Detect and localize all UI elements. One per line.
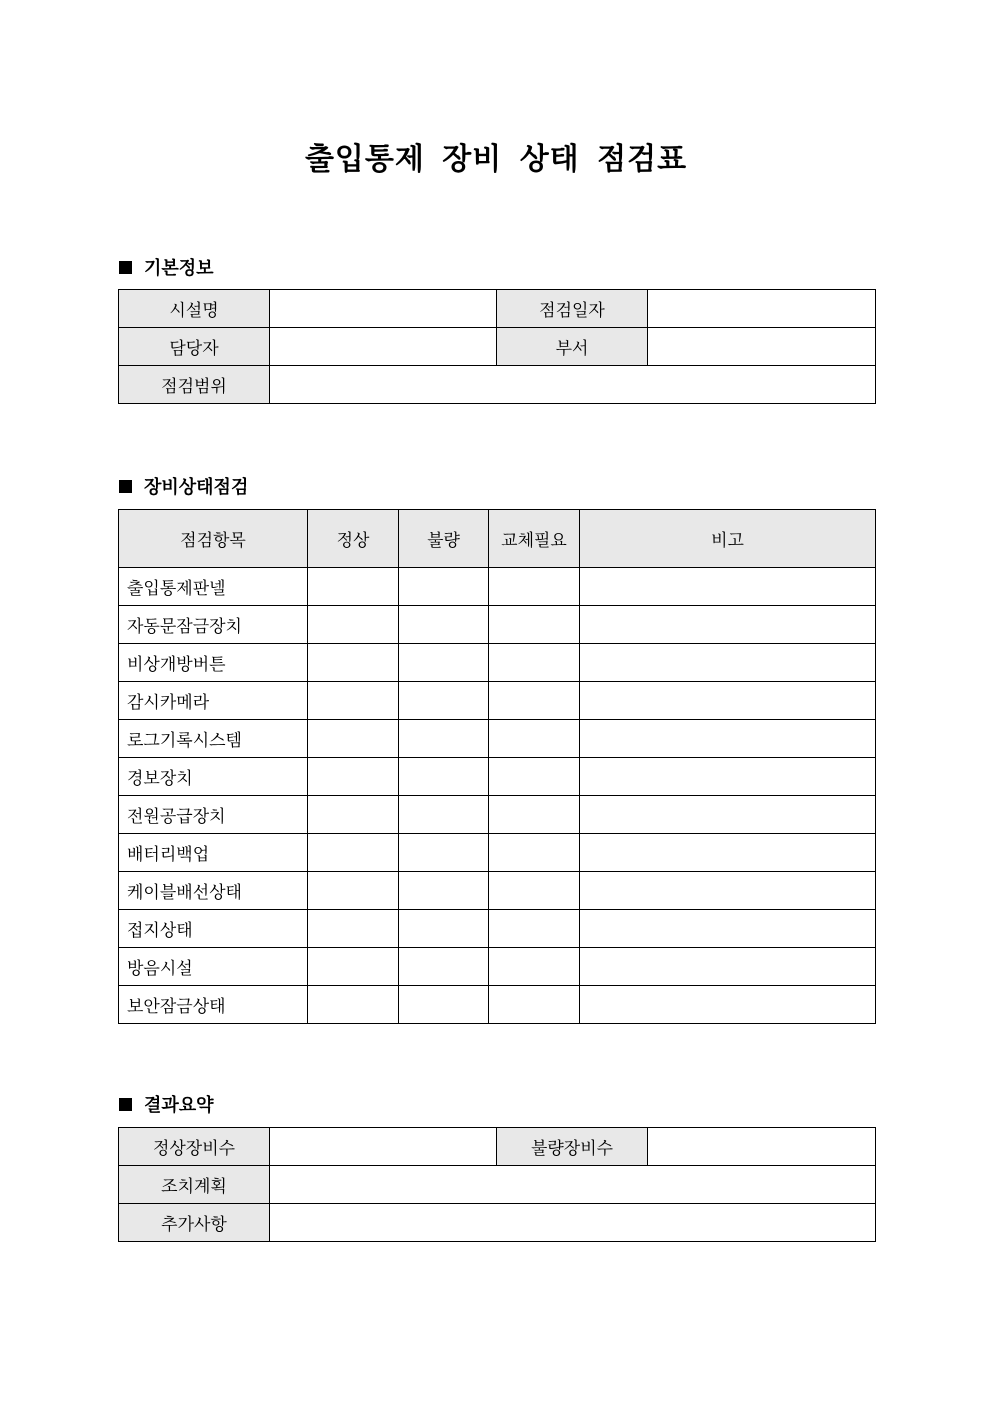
equipment-item-label: 비상개방버튼 <box>119 644 308 682</box>
remarks-cell[interactable] <box>580 606 876 644</box>
column-header-replace: 교체필요 <box>489 510 580 568</box>
faulty-count-field[interactable] <box>648 1128 876 1166</box>
table-row <box>119 290 876 328</box>
action-plan-label: 조치계획 <box>119 1166 270 1204</box>
equipment-item-label: 보안잠금상태 <box>119 986 308 1024</box>
table-header-row <box>119 510 876 568</box>
inspection-date-field[interactable] <box>648 290 876 328</box>
table-row <box>119 758 876 796</box>
remarks-cell[interactable] <box>580 796 876 834</box>
faulty-check-cell[interactable] <box>399 682 489 720</box>
table-row <box>119 568 876 606</box>
faulty-check-cell[interactable] <box>399 606 489 644</box>
square-bullet-icon <box>119 1098 132 1111</box>
manager-field[interactable] <box>270 328 497 366</box>
normal-check-cell[interactable] <box>308 568 399 606</box>
table-row <box>119 948 876 986</box>
replace-check-cell[interactable] <box>489 872 580 910</box>
faulty-check-cell[interactable] <box>399 872 489 910</box>
faulty-check-cell[interactable] <box>399 568 489 606</box>
remarks-cell[interactable] <box>580 720 876 758</box>
equipment-item-label: 경보장치 <box>119 758 308 796</box>
remarks-cell[interactable] <box>580 986 876 1024</box>
remarks-cell[interactable] <box>580 910 876 948</box>
table-row <box>119 644 876 682</box>
normal-count-label: 정상장비수 <box>119 1128 270 1166</box>
remarks-cell[interactable] <box>580 758 876 796</box>
square-bullet-icon <box>119 480 132 493</box>
table-row <box>119 796 876 834</box>
square-bullet-icon <box>119 261 132 274</box>
normal-check-cell[interactable] <box>308 872 399 910</box>
summary-table <box>118 1127 876 1242</box>
scope-field[interactable] <box>270 366 876 404</box>
equipment-item-label: 방음시설 <box>119 948 308 986</box>
faulty-check-cell[interactable] <box>399 986 489 1024</box>
remarks-cell[interactable] <box>580 948 876 986</box>
replace-check-cell[interactable] <box>489 834 580 872</box>
table-row <box>119 1204 876 1242</box>
normal-check-cell[interactable] <box>308 948 399 986</box>
page-title: 출입통제 장비 상태 점검표 <box>304 142 688 177</box>
replace-check-cell[interactable] <box>489 568 580 606</box>
faulty-check-cell[interactable] <box>399 948 489 986</box>
table-row <box>119 328 876 366</box>
equipment-item-label: 배터리백업 <box>119 834 308 872</box>
section-title: 장비상태점검 <box>144 477 249 498</box>
faulty-check-cell[interactable] <box>399 720 489 758</box>
table-row <box>119 682 876 720</box>
faulty-count-label: 불량장비수 <box>497 1128 648 1166</box>
normal-count-field[interactable] <box>270 1128 497 1166</box>
department-field[interactable] <box>648 328 876 366</box>
section-heading-basic-info <box>119 254 214 280</box>
replace-check-cell[interactable] <box>489 796 580 834</box>
table-row <box>119 1166 876 1204</box>
table-row <box>119 910 876 948</box>
faulty-check-cell[interactable] <box>399 910 489 948</box>
table-row <box>119 986 876 1024</box>
remarks-cell[interactable] <box>580 644 876 682</box>
facility-field[interactable] <box>270 290 497 328</box>
normal-check-cell[interactable] <box>308 682 399 720</box>
basic-info-table <box>118 289 876 404</box>
inspection-date-label: 점검일자 <box>497 290 648 328</box>
faulty-check-cell[interactable] <box>399 644 489 682</box>
notes-label: 추가사항 <box>119 1204 270 1242</box>
equipment-item-label: 자동문잠금장치 <box>119 606 308 644</box>
remarks-cell[interactable] <box>580 872 876 910</box>
replace-check-cell[interactable] <box>489 986 580 1024</box>
replace-check-cell[interactable] <box>489 682 580 720</box>
section-title: 기본정보 <box>144 258 214 279</box>
column-header-faulty: 불량 <box>399 510 489 568</box>
manager-label: 담당자 <box>119 328 270 366</box>
notes-field[interactable] <box>270 1204 876 1242</box>
column-header-item: 점검항목 <box>119 510 308 568</box>
equipment-item-label: 접지상태 <box>119 910 308 948</box>
table-row <box>119 1128 876 1166</box>
table-row <box>119 872 876 910</box>
normal-check-cell[interactable] <box>308 910 399 948</box>
faulty-check-cell[interactable] <box>399 796 489 834</box>
section-heading-summary <box>119 1091 214 1117</box>
remarks-cell[interactable] <box>580 568 876 606</box>
remarks-cell[interactable] <box>580 834 876 872</box>
normal-check-cell[interactable] <box>308 986 399 1024</box>
equipment-item-label: 전원공급장치 <box>119 796 308 834</box>
faulty-check-cell[interactable] <box>399 758 489 796</box>
column-header-remarks: 비고 <box>580 510 876 568</box>
faulty-check-cell[interactable] <box>399 834 489 872</box>
normal-check-cell[interactable] <box>308 796 399 834</box>
normal-check-cell[interactable] <box>308 834 399 872</box>
equipment-item-label: 출입통제판넬 <box>119 568 308 606</box>
replace-check-cell[interactable] <box>489 758 580 796</box>
replace-check-cell[interactable] <box>489 606 580 644</box>
scope-label: 점검범위 <box>119 366 270 404</box>
replace-check-cell[interactable] <box>489 910 580 948</box>
normal-check-cell[interactable] <box>308 758 399 796</box>
equipment-table-body <box>119 568 876 1024</box>
equipment-item-label: 감시카메라 <box>119 682 308 720</box>
table-row <box>119 606 876 644</box>
table-row <box>119 720 876 758</box>
department-label: 부서 <box>497 328 648 366</box>
equipment-item-label: 로그기록시스템 <box>119 720 308 758</box>
table-row <box>119 366 876 404</box>
replace-check-cell[interactable] <box>489 948 580 986</box>
normal-check-cell[interactable] <box>308 644 399 682</box>
column-header-normal: 정상 <box>308 510 399 568</box>
facility-label: 시설명 <box>119 290 270 328</box>
section-title: 결과요약 <box>144 1095 214 1116</box>
normal-check-cell[interactable] <box>308 606 399 644</box>
remarks-cell[interactable] <box>580 682 876 720</box>
replace-check-cell[interactable] <box>489 720 580 758</box>
replace-check-cell[interactable] <box>489 644 580 682</box>
equipment-item-label: 케이블배선상태 <box>119 872 308 910</box>
section-heading-equipment-check <box>119 473 248 499</box>
normal-check-cell[interactable] <box>308 720 399 758</box>
equipment-check-table <box>118 509 876 1024</box>
table-row <box>119 834 876 872</box>
action-plan-field[interactable] <box>270 1166 876 1204</box>
